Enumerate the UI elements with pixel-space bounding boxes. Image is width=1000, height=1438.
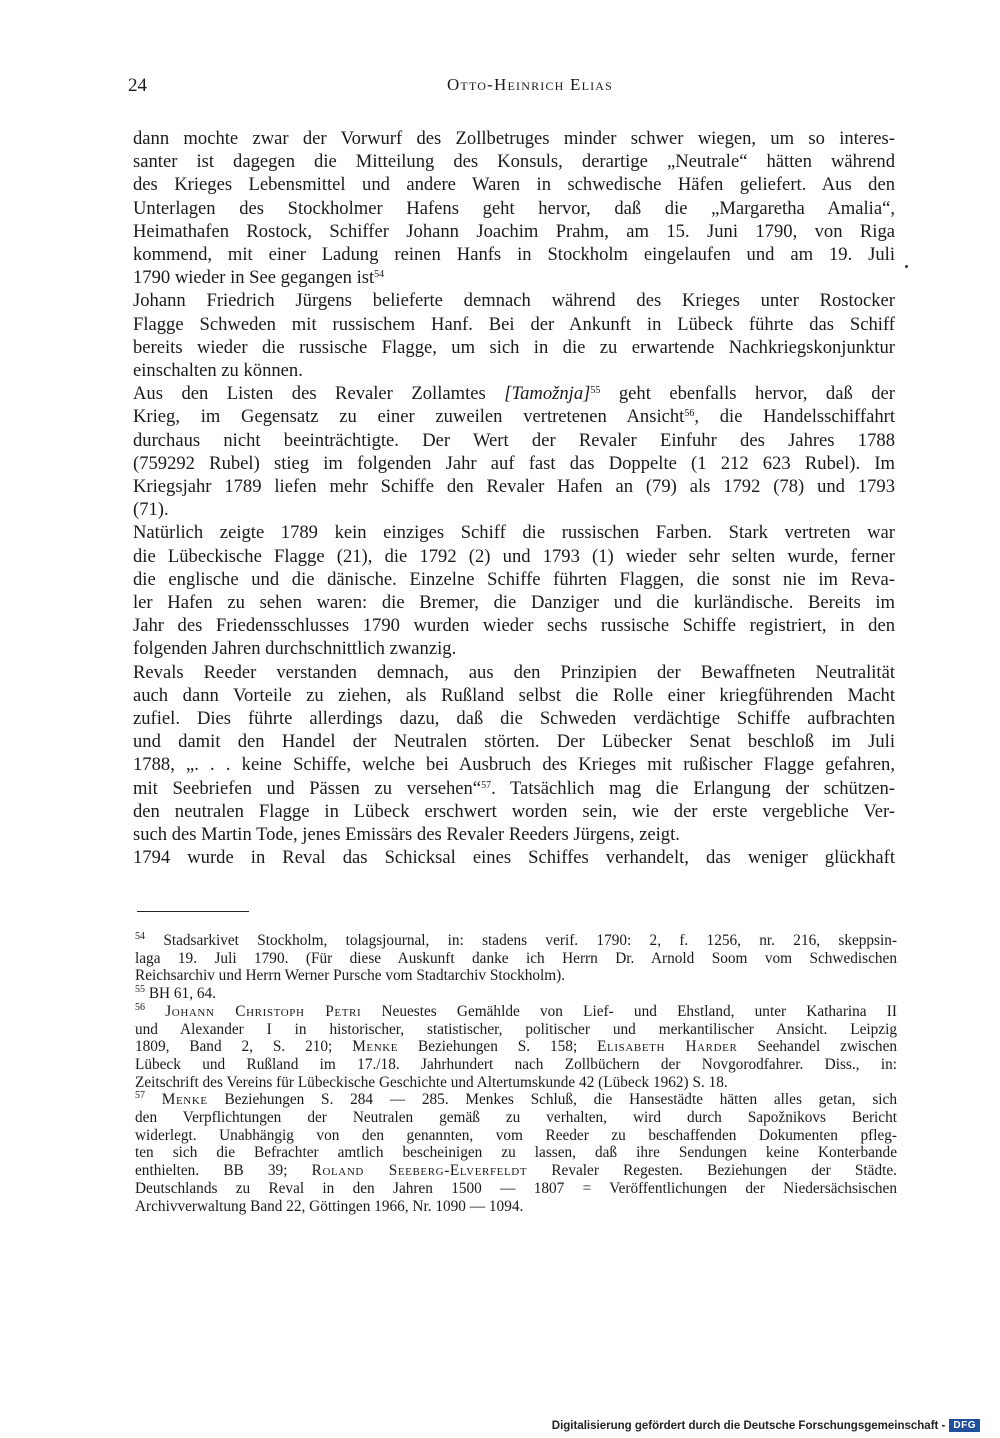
author-name: Roland Seeberg-Elverfeldt	[311, 1162, 528, 1180]
dfg-logo: DFG	[949, 1419, 980, 1432]
text-line: Flagge Schweden mit russischem Hanf. Bei der Ankunft in Lübeck führte das Schiff	[133, 313, 895, 335]
footnote-line	[135, 1091, 897, 1109]
text-line: die Lübeckische Flagge (21), die 1792 (2) und 1793 (1) wieder sehr selten wurde, ferner	[133, 545, 895, 567]
text-line: 1794 wurde in Reval das Schicksal eines Schiffes verhandelt, das weniger glückhaft	[133, 847, 895, 869]
footnote-line: den Verpflichtungen der Neutralen gemäß zu verhalten, wird durch Sapožnikovs Bericht	[135, 1109, 897, 1127]
running-head: Otto-Heinrich Elias	[446, 75, 614, 94]
footnote-54	[135, 932, 897, 985]
credit-text: Digitalisierung gefördert durch die Deutsche Forschungsgemeinschaft -	[551, 1419, 946, 1432]
text-line: (759292 Rubel) stieg im folgenden Jahr auf fast das Doppelte (1 212 623 Rubel). Im	[133, 452, 895, 474]
digitization-credit	[552, 1419, 980, 1432]
text-span: Krieg, im Gegensatz zu einer zuweilen vertretenen Ansicht	[133, 406, 685, 428]
footnote-line	[135, 932, 897, 950]
page-number: 24	[128, 75, 147, 96]
text-line: Heimathafen Rostock, Schiffer Johann Joachim Prahm, am 15. Juni 1790, von Riga	[133, 220, 895, 242]
footnote-divider	[137, 911, 249, 912]
text-line	[133, 382, 895, 405]
author-name: Menke	[161, 1091, 208, 1109]
term-tamoznja: [Tamožnja]	[504, 383, 591, 405]
text-line: bereits wieder die russische Flagge, um sich in die zu erwartende Nachkriegskonjunktur	[133, 336, 895, 358]
footnote-line: Archivverwaltung Band 22, Göttingen 1966, Nr. 1090 — 1094.	[135, 1197, 524, 1215]
footnote-56	[135, 1003, 897, 1092]
text-line: (71).	[133, 499, 169, 521]
footnote-number: 55	[135, 984, 145, 996]
text-line	[133, 405, 895, 428]
footnote-55	[135, 985, 897, 1003]
text-span: 1809, Band 2, S. 210;	[135, 1038, 353, 1056]
paragraph-6	[133, 846, 895, 869]
author-name: Johann Christoph Petri	[165, 1002, 362, 1020]
footnote-line: Deutschlands zu Reval in den Jahren 1500 — 1807 = Veröffentlichungen der Niedersächsischen	[135, 1179, 897, 1197]
text-span: Revaler Regesten. Beziehungen der Städte.	[527, 1162, 897, 1180]
text-span: . Tatsächlich mag die Erlangung der schützen-	[491, 777, 895, 799]
margin-dot	[905, 265, 908, 268]
text-span: BH 61, 64.	[148, 985, 216, 1003]
text-span: Stadsarkivet Stockholm, tolagsjournal, in: stadens verif. 1790: 2, f. 1256, nr. 216, skeppsin-	[163, 932, 897, 949]
paragraph-3	[133, 382, 895, 521]
text-span: mit Seebriefen und Pässen zu versehen“	[133, 777, 482, 799]
text-span: Beziehungen S. 158;	[398, 1038, 598, 1056]
text-line: 1788, „. . . keine Schiffe, welche bei Ausbruch des Krieges mit rußischer Flagge gefahren,	[133, 754, 895, 776]
text-line: Johann Friedrich Jürgens belieferte demnach während des Krieges unter Rostocker	[133, 290, 895, 312]
author-name: Menke	[352, 1038, 399, 1056]
author-name: Elisabeth Harder	[597, 1038, 738, 1056]
text-span: Seehandel zwischen	[737, 1038, 898, 1056]
text-line: Jahr des Friedensschlusses 1790 wurden wieder sechs russische Schiffe registriert, in den	[133, 615, 895, 637]
footnote-line: und Alexander I in historischer, statistischer, politischer und merkantilischer Ansicht. Leipzig	[135, 1020, 897, 1038]
text-span: , die Handelsschiffahrt	[694, 406, 896, 428]
footnote-ref-54[interactable]: 54	[374, 269, 385, 281]
text-line: und damit den Handel der Neutralen störten. Der Lübecker Senat beschloß im Juli	[133, 731, 895, 753]
footnote-line: laga 19. Juli 1790. (Für diese Auskunft danke ich Herrn Dr. Arnold Soom vom Schwedischen	[135, 949, 897, 967]
text-line: dann mochte zwar der Vorwurf des Zollbetruges minder schwer wiegen, um so interes-	[133, 128, 895, 149]
text-line: Revals Reeder verstanden demnach, aus den Prinzipien der Bewaffneten Neutralität	[133, 661, 895, 683]
footnote-line	[135, 1038, 897, 1056]
footnote-line: ten sich die Befrachter amtlich bescheinigen zu lassen, daß ihre Sendungen keine Konterbande	[135, 1144, 897, 1162]
footnote-number: 57	[135, 1090, 145, 1102]
paragraph-2	[133, 289, 895, 382]
footnote-line: Lübeck und Rußland im 17./18. Jahrhundert nach Zollbüchern der Novgorodfahrer. Diss., in:	[135, 1055, 897, 1073]
text-line: durchaus nicht beeinträchtigte. Der Wert der Revaler Einfuhr des Jahres 1788	[133, 429, 895, 451]
text-span: Beziehungen S. 284 — 285. Menkes Schluß, die Hansestädte hätten alles getan, sich	[207, 1091, 897, 1109]
footnote-line: Zeitschrift des Vereins für Lübeckische Geschichte und Altertumskunde 42 (Lübeck 1962) S. 18.	[135, 1073, 728, 1091]
footnote-line	[135, 1003, 897, 1021]
paragraph-1	[133, 127, 895, 289]
footnote-number: 56	[135, 1001, 145, 1013]
text-line: Natürlich zeigte 1789 kein einziges Schiff die russischen Farben. Stark vertreten war	[133, 522, 895, 544]
footnote-line: Reichsarchiv und Herrn Werner Pursche vom Stadtarchiv Stockholm).	[135, 967, 566, 985]
text-span: geht ebenfalls hervor, daß der	[600, 383, 895, 405]
footnote-line	[135, 985, 897, 1003]
text-span: enthielten. BB 39;	[135, 1162, 312, 1180]
text-line: einschalten zu können.	[133, 360, 303, 382]
text-span: 1790 wieder in See gegangen ist	[133, 267, 375, 289]
footnote-ref-57[interactable]: 57	[481, 779, 492, 791]
paragraph-5	[133, 661, 895, 847]
text-line: den neutralen Flagge in Lübeck erschwert worden sein, wie der erste vergebliche Ver-	[133, 800, 895, 822]
text-line: des Krieges Lebensmittel und andere Waren in schwedische Häfen geliefert. Aus den	[133, 174, 895, 196]
text-line: zufiel. Dies führte allerdings dazu, daß die Schweden verdächtige Schiffe aufbrachten	[133, 708, 895, 730]
text-line	[133, 266, 895, 289]
footnote-57	[135, 1091, 897, 1215]
footnote-ref-55[interactable]: 55	[590, 385, 601, 397]
body-text	[133, 127, 895, 870]
text-line: folgenden Jahren durchschnittlich zwanzig.	[133, 638, 457, 660]
footnote-line: widerlegt. Unabhängig von den genannten, vom Reeder zu beschaffenden Dokumenten pfleg-	[135, 1126, 897, 1144]
text-line: die englische und die dänische. Einzelne Schiffe führten Flaggen, die sonst nie im Reva-	[133, 568, 895, 590]
text-line: ler Hafen zu sehen waren: die Bremer, die Danziger und die kurländische. Bereits im	[133, 592, 895, 614]
footnote-number: 54	[135, 931, 145, 942]
footnote-ref-56[interactable]: 56	[684, 408, 695, 420]
footnotes	[135, 932, 897, 1215]
text-line: Unterlagen des Stockholmer Hafens geht hervor, daß die „Margaretha Amalia“,	[133, 197, 895, 219]
text-line: kommend, mit einer Ladung reinen Hanfs in Stockholm eingelaufen und am 19. Juli	[133, 244, 895, 266]
text-line: Kriegsjahr 1789 liefen mehr Schiffe den Revaler Hafen an (79) als 1792 (78) und 1793	[133, 476, 895, 498]
text-line: such des Martin Tode, jenes Emissärs des Revaler Reeders Jürgens, zeigt.	[133, 824, 680, 846]
text-line	[133, 777, 895, 800]
text-span: Neuestes Gemählde von Lief- und Ehstland, unter Katharina II	[361, 1002, 897, 1020]
text-span: Aus den Listen des Revaler Zollamtes	[133, 383, 505, 405]
text-line: auch dann Vorteile zu ziehen, als Rußland selbst die Rolle einer kriegführenden Macht	[133, 684, 895, 706]
footnote-line	[135, 1162, 897, 1180]
text-line: santer ist dagegen die Mitteilung des Konsuls, derartige „Neutrale“ hätten während	[133, 151, 895, 173]
paragraph-4	[133, 521, 895, 660]
